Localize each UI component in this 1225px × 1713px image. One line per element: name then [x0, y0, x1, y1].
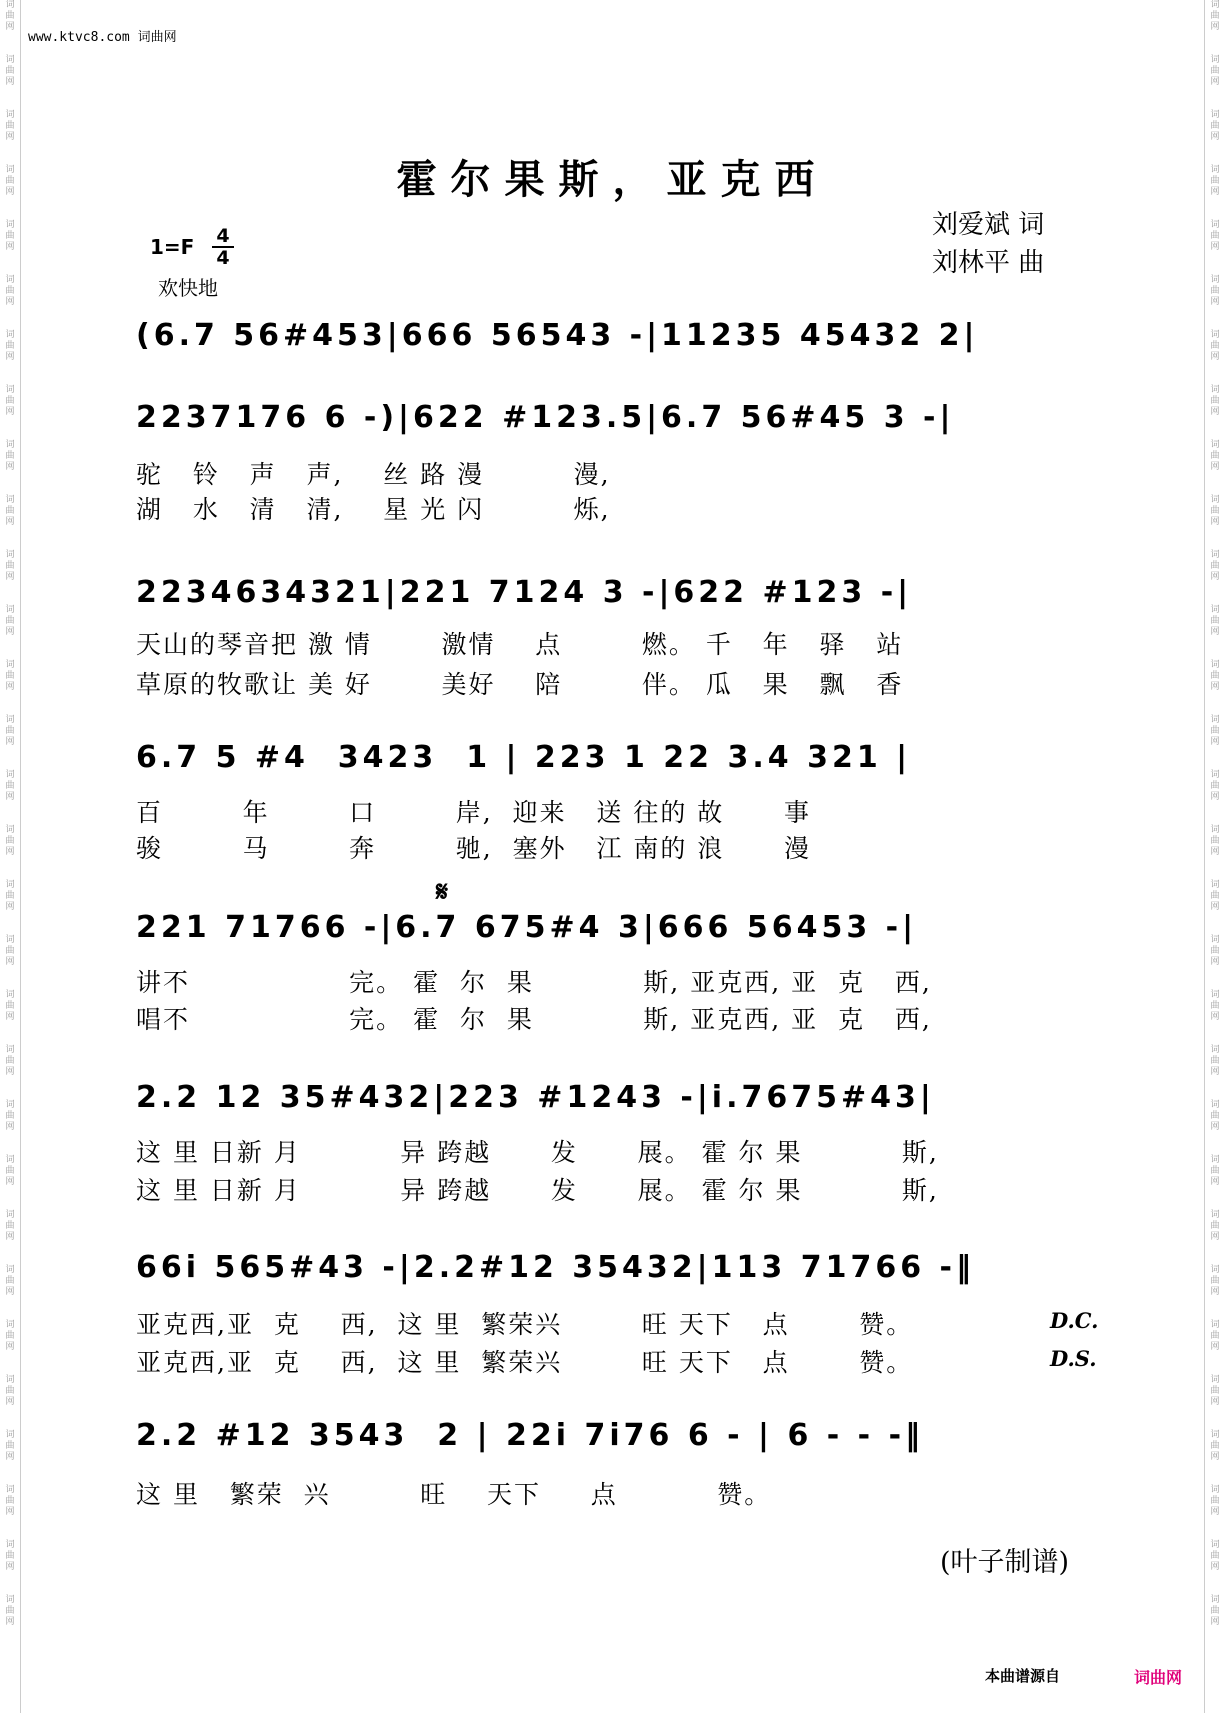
- lyric-row-4-verse-2: 骏 马 奔 驰, 塞外 江 南的 浪 漫: [136, 834, 811, 863]
- lyric-row-5-verse-1: 讲不 完。 霍 尔 果 斯, 亚克西, 亚 克 西,: [136, 968, 932, 997]
- watermark-text: 词 曲 网: [5, 1375, 15, 1407]
- watermark-text: 词 曲 网: [1210, 1485, 1220, 1517]
- watermark-text: 词 曲 网: [1210, 165, 1220, 197]
- lyric-row-7-verse-1: 亚克西,亚 克 西, 这 里 繁荣兴 旺 天下 点 赞。: [136, 1310, 914, 1339]
- watermark-text: 词 曲 网: [5, 275, 15, 307]
- notation-row-1: (6.7 56#453|666 56543 -|11235 45432 2|: [136, 318, 979, 353]
- dal-segno-mark: D.S.: [1050, 1346, 1097, 1371]
- lyric-row-3-verse-2: 草原的牧歌让 美 好 美好 陪 伴。 瓜 果 飘 香: [136, 670, 904, 699]
- notation-row-4: 6.7 5 #4 3423 1 | 223 1 22 3.4 321 |: [136, 740, 912, 775]
- key-signature: 1=F: [150, 235, 195, 259]
- watermark-text: 词 曲 网: [1210, 1540, 1220, 1572]
- lyric-row-4-verse-1: 百 年 口 岸, 迎来 送 往的 故 事: [136, 798, 811, 827]
- watermark-text: 词 曲 网: [1210, 990, 1220, 1022]
- notation-row-7: 66i 565#43 -|2.2#12 35432|113 71766 -‖: [136, 1250, 975, 1285]
- watermark-text: 词 曲 网: [1210, 0, 1220, 32]
- watermark-text: 词 曲 网: [5, 605, 15, 637]
- notation-row-2: 2237176 6 -)|622 #123.5|6.7 56#45 3 -|: [136, 400, 955, 435]
- watermark-text: 词 曲 网: [1210, 605, 1220, 637]
- song-title: 霍尔果斯，亚克西: [396, 156, 829, 203]
- meter-top: 4: [212, 226, 234, 248]
- watermark-text: 词 曲 网: [1210, 1595, 1220, 1627]
- site-url[interactable]: www.ktvc8.com 词曲网: [28, 30, 177, 45]
- watermark-text: 词 曲 网: [5, 715, 15, 747]
- watermark-text: 词 曲 网: [5, 880, 15, 912]
- lyric-row-8: 这 里 繁荣 兴 旺 天下 点 赞。: [136, 1480, 772, 1509]
- watermark-text: 词 曲 网: [1210, 440, 1220, 472]
- watermark-text: 词 曲 网: [1210, 275, 1220, 307]
- watermark-text: 词 曲 网: [1210, 55, 1220, 87]
- watermark-text: 词 曲 网: [1210, 935, 1220, 967]
- time-signature: [212, 226, 234, 268]
- lyric-row-7-verse-2: 亚克西,亚 克 西, 这 里 繁荣兴 旺 天下 点 赞。: [136, 1348, 914, 1377]
- watermark-text: 词 曲 网: [5, 935, 15, 967]
- watermark-text: 词 曲 网: [5, 550, 15, 582]
- composer-credit: 刘林平 曲: [932, 248, 1045, 278]
- watermark-text: 词 曲 网: [5, 55, 15, 87]
- watermark-text: 词 曲 网: [5, 165, 15, 197]
- watermark-text: 词 曲 网: [1210, 1100, 1220, 1132]
- notation-row-6: 2.2 12 35#432|223 #1243 -|i.7675#43|: [136, 1080, 935, 1115]
- watermark-text: 词 曲 网: [1210, 550, 1220, 582]
- watermark-text: 词 曲 网: [5, 1100, 15, 1132]
- watermark-text: 词 曲 网: [1210, 1265, 1220, 1297]
- watermark-text: 词 曲 网: [5, 1485, 15, 1517]
- watermark-text: 词 曲 网: [1210, 1430, 1220, 1462]
- watermark-text: 词 曲 网: [5, 0, 15, 32]
- notation-row-3: 2234634321|221 7124 3 -|622 #123 -|: [136, 575, 913, 610]
- watermark-text: 词 曲 网: [1210, 1155, 1220, 1187]
- watermark-text: 词 曲 网: [1210, 385, 1220, 417]
- watermark-text: 词 曲 网: [5, 110, 15, 142]
- da-capo-mark: D.C.: [1050, 1308, 1099, 1333]
- lyric-row-2-verse-1: 驼 铃 声 声, 丝 路 漫 漫,: [136, 460, 611, 489]
- watermark-text: 词 曲 网: [1210, 1320, 1220, 1352]
- watermark-text: 词 曲 网: [1210, 715, 1220, 747]
- tempo-marking: 欢快地: [158, 276, 218, 300]
- lyric-row-2-verse-2: 湖 水 清 清, 星 光 闪 烁,: [136, 495, 611, 524]
- watermark-text: 词 曲 网: [5, 495, 15, 527]
- watermark-text: 词 曲 网: [1210, 1375, 1220, 1407]
- watermark-text: 词 曲 网: [1210, 220, 1220, 252]
- right-watermark-strip: [1204, 0, 1225, 1713]
- watermark-text: 词 曲 网: [1210, 660, 1220, 692]
- brand-link[interactable]: 词曲网: [1134, 1668, 1183, 1687]
- watermark-text: 词 曲 网: [1210, 880, 1220, 912]
- watermark-text: 词 曲 网: [1210, 770, 1220, 802]
- lyric-row-6-verse-1: 这 里 日新 月 异 跨越 发 展。 霍 尔 果 斯,: [136, 1138, 939, 1167]
- lyric-row-3-verse-1: 天山的琴音把 激 情 激情 点 燃。 千 年 驿 站: [136, 630, 904, 659]
- watermark-text: 词 曲 网: [5, 1210, 15, 1242]
- watermark-text: 词 曲 网: [5, 990, 15, 1022]
- source-label: 本曲谱源自: [985, 1667, 1061, 1685]
- watermark-text: 词 曲 网: [5, 220, 15, 252]
- watermark-text: 词 曲 网: [1210, 495, 1220, 527]
- watermark-text: 词 曲 网: [5, 1045, 15, 1077]
- watermark-text: 词 曲 网: [5, 1320, 15, 1352]
- watermark-text: 词 曲 网: [5, 1155, 15, 1187]
- watermark-text: 词 曲 网: [5, 1265, 15, 1297]
- notation-row-5: 221 71766 -|6.7 675#4 3|666 56453 -|: [136, 910, 918, 945]
- watermark-text: 词 曲 网: [5, 330, 15, 362]
- segno-sign: 𝄋: [436, 875, 449, 908]
- watermark-text: 词 曲 网: [5, 1595, 15, 1627]
- watermark-text: 词 曲 网: [5, 1430, 15, 1462]
- watermark-text: 词 曲 网: [5, 440, 15, 472]
- watermark-text: 词 曲 网: [1210, 1210, 1220, 1242]
- lyricist-credit: 刘爱斌 词: [932, 210, 1045, 240]
- watermark-text: 词 曲 网: [5, 825, 15, 857]
- meter-bottom: 4: [216, 247, 230, 269]
- left-watermark-strip: [0, 0, 21, 1713]
- watermark-text: 词 曲 网: [1210, 330, 1220, 362]
- lyric-row-5-verse-2: 唱不 完。 霍 尔 果 斯, 亚克西, 亚 克 西,: [136, 1005, 932, 1034]
- watermark-text: 词 曲 网: [1210, 110, 1220, 142]
- watermark-text: 词 曲 网: [1210, 1045, 1220, 1077]
- watermark-text: 词 曲 网: [1210, 825, 1220, 857]
- lyric-row-6-verse-2: 这 里 日新 月 异 跨越 发 展。 霍 尔 果 斯,: [136, 1176, 939, 1205]
- watermark-text: 词 曲 网: [5, 660, 15, 692]
- watermark-text: 词 曲 网: [5, 770, 15, 802]
- transcriber-credit: (叶子制谱): [940, 1547, 1070, 1578]
- watermark-text: 词 曲 网: [5, 1540, 15, 1572]
- watermark-text: 词 曲 网: [5, 385, 15, 417]
- notation-row-8: 2.2 #12 3543 2 | 22i 7i76 6 - | 6 - - -‖: [136, 1418, 925, 1453]
